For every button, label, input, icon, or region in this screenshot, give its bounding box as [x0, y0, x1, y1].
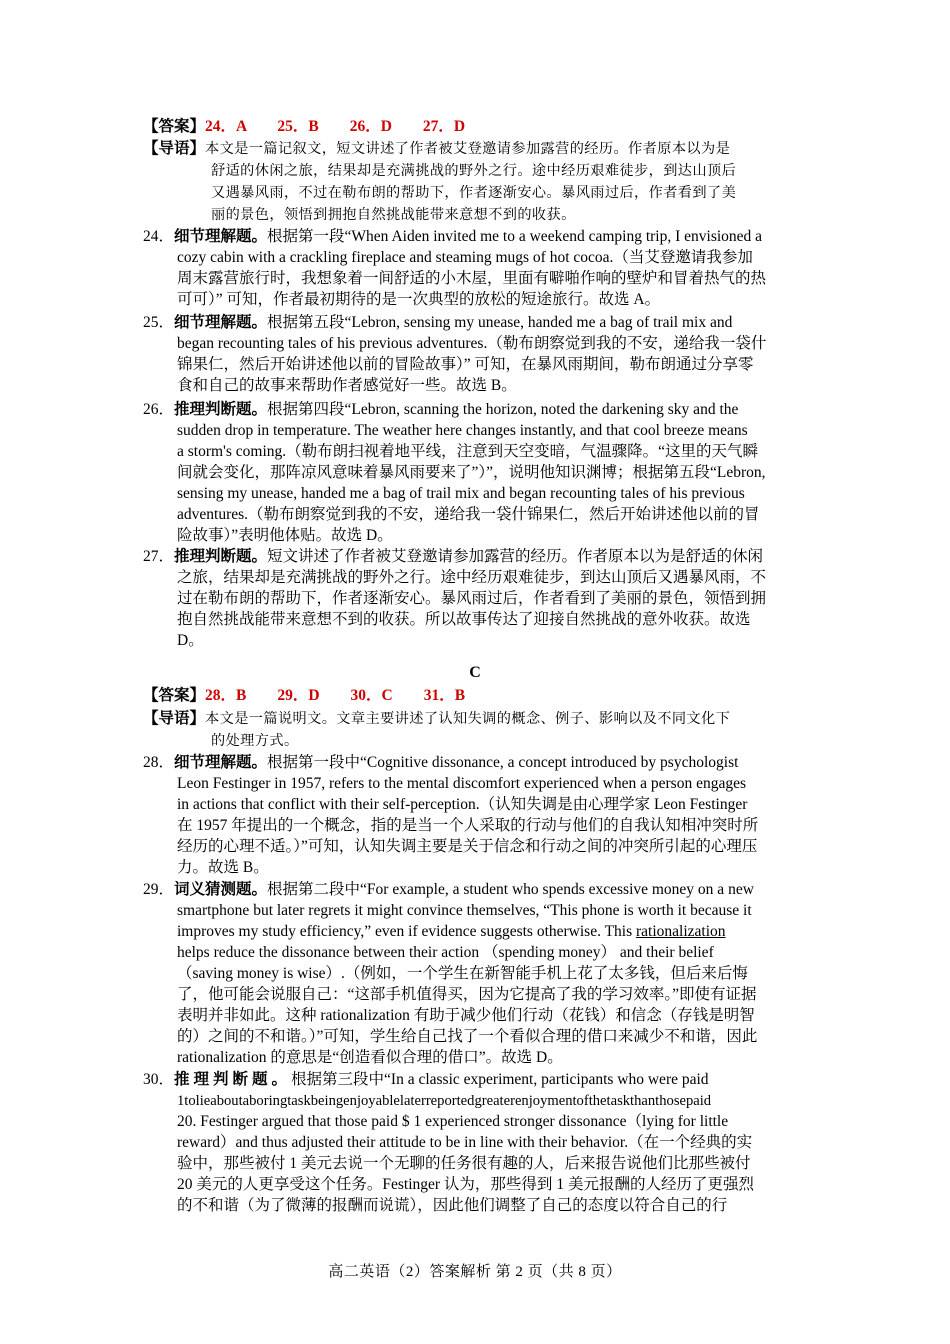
question-26 [143, 400, 738, 420]
explanation-line: D。 [177, 632, 204, 649]
explanation-line: cozy cabin with a crackling fireplace and steaming mugs of hot cocoa.（当艾登邀请我参加 [177, 249, 753, 266]
answer-label: 【答案】 [143, 687, 206, 704]
explanation-line: 可可）” 可知，作者最初期待的是一次典型的放松的短途旅行。故选 A。 [177, 291, 661, 308]
explanation-line: 根据第五段“Lebron, sensing my unease, handed me a bag of trail mix and [267, 314, 733, 331]
question-type: 细节理解题。 [174, 754, 268, 771]
intro-row-c [143, 709, 730, 729]
intro-line: 舒适的休闲之旅，结果却是充满挑战的野外之行。途中经历艰难徒步，到达山顶后 [211, 163, 737, 179]
question-type: 细节理解题。 [174, 314, 268, 331]
explanation-line: sudden drop in temperature. The weather here changes instantly, and that cool breeze means [177, 422, 748, 439]
explanation-line: 根据第二段中“For example, a student who spends excessive money on a new [267, 881, 754, 898]
intro-line: 丽的景色，领悟到拥抱自然挑战能带来意想不到的收获。 [211, 207, 576, 223]
question-number: 25． [143, 314, 175, 331]
question-24 [143, 227, 762, 247]
explanation-line: （saving money is wise）.（例如，一个学生在新智能手机上花了太多钱，但后来后悔 [177, 965, 748, 982]
explanation-line: 过在勒布朗的帮助下，作者逐渐安心。暴风雨过后，作者看到了美丽的景色，领悟到拥 [177, 590, 767, 607]
explanation-line: 锦果仁，然后开始讲述他以前的冒险故事）” 可知，在暴风雨期间，勒布朗通过分享零 [177, 356, 754, 373]
question-29 [143, 880, 754, 900]
explanation-line: Leon Festinger in 1957, refers to the mental discomfort experienced when a person engages [177, 775, 747, 792]
underlined-word: rationalization [636, 923, 726, 940]
explanation-line: 根据第三段中“In a classic experiment, participants who were paid [291, 1071, 709, 1088]
question-number: 26． [143, 401, 175, 418]
answer-row-b [143, 117, 465, 137]
question-type: 推理判断题。 [174, 401, 268, 418]
intro-line: 本文是一篇说明文。文章主要讲述了认知失调的概念、例子、影响以及不同文化下 [205, 711, 731, 727]
explanation-line: a storm's coming.（勒布朗扫视着地平线，注意到天空变暗，气温骤降。“这里的天气瞬 [177, 443, 759, 460]
explanation-line: 验中，那些被付 1 美元去说一个无聊的任务很有趣的人，后来报告说他们比那些被付 [177, 1155, 751, 1172]
question-type: 推理判断题。 [174, 1071, 292, 1088]
question-28 [143, 753, 738, 773]
explanation-line: began recounting tales of his previous adventures.（勒布朗察觉到我的不安，递给我一袋什 [177, 335, 767, 352]
explanation-line: 表明并非如此。这种 rationalization 有助于减少他们行动（花钱）和信念（存钱是明智 [177, 1007, 755, 1024]
explanation-line: adventures.（勒布朗察觉到我的不安，递给我一袋什锦果仁，然后开始讲述他以前的冒 [177, 506, 760, 523]
intro-label: 【导语】 [143, 710, 206, 727]
explanation-line: 短文讲述了作者被艾登邀请参加露营的经历。作者原本以为是舒适的休闲 [267, 548, 764, 565]
explanation-line: 的）之间的不和谐。）”可知，学生给自己找了一个看似合理的借口来减少不和谐，因此 [177, 1028, 758, 1045]
question-type: 词义猜测题。 [174, 881, 268, 898]
answer-values: 24．A 25．B 26．D 27．D [205, 118, 466, 135]
explanation-line: in actions that conflict with their self-perception.（认知失调是由心理学家 Leon Festinger [177, 796, 748, 813]
intro-row-b [143, 139, 730, 159]
question-number: 30． [143, 1071, 175, 1088]
explanation-line: 1tolieaboutaboringtaskbeingenjoyablelaterreportedgreaterenjoymentofthetaskthanthosepaid [177, 1093, 712, 1109]
explanation-line: 的不和谐（为了微薄的报酬而说谎），因此他们调整了自己的态度以符合自己的行 [177, 1197, 728, 1214]
intro-label: 【导语】 [143, 140, 206, 157]
question-25 [143, 313, 732, 333]
question-number: 27． [143, 548, 175, 565]
explanation-line: sensing my unease, handed me a bag of trail mix and began recounting tales of his previous [177, 485, 745, 502]
explanation-line: 力。故选 B。 [177, 859, 269, 876]
explanation-line: 之旅，结果却是充满挑战的野外之行。途中经历艰难徒步，到达山顶后又遇暴风雨，不 [177, 569, 767, 586]
explanation-line [177, 922, 726, 942]
explanation-line: 20. Festinger argued that those paid $ 1 experienced stronger dissonance（lying for little [177, 1113, 729, 1130]
explanation-line: 根据第一段中“Cognitive dissonance, a concept introduced by psychologist [267, 754, 739, 771]
answer-row-c [143, 686, 465, 706]
intro-line: 的处理方式。 [211, 733, 299, 749]
explanation-line: 根据第四段“Lebron, scanning the horizon, noted the darkening sky and the [267, 401, 739, 418]
explanation-text: improves my study efficiency,” even if evidence suggests otherwise. This [177, 923, 633, 940]
explanation-line: rationalization 的意思是“创造看似合理的借口”。故选 D。 [177, 1049, 563, 1066]
explanation-line: 食和自己的故事来帮助作者感觉好一些。故选 B。 [177, 377, 517, 394]
answer-label: 【答案】 [143, 118, 206, 135]
explanation-line: helps reduce the dissonance between their action （spending money） and their belief [177, 944, 714, 961]
question-30 [143, 1070, 709, 1090]
section-heading-c: C [469, 664, 481, 681]
page-footer: 高二英语（2）答案解析 第 2 页（共 8 页） [328, 1264, 622, 1280]
question-27 [143, 547, 763, 567]
explanation-line: reward）and thus adjusted their attitude to be in line with their behavior.（在一个经典的实 [177, 1134, 753, 1151]
explanation-line: 根据第一段“When Aiden invited me to a weekend camping trip, I envisioned a [267, 228, 763, 245]
explanation-line: 经历的心理不适。）”可知，认知失调主要是关于信念和行动之间的冲突所引起的心理压 [177, 838, 758, 855]
explanation-line: 在 1957 年提出的一个概念，指的是当一个人采取的行动与他们的自我认知相冲突时所 [177, 817, 759, 834]
question-number: 28． [143, 754, 175, 771]
question-type: 推理判断题。 [174, 548, 268, 565]
explanation-line: 抱自然挑战能带来意想不到的收获。所以故事传达了迎接自然挑战的意外收获。故选 [177, 611, 751, 628]
intro-line: 又遇暴风雨，不过在勒布朗的帮助下，作者逐渐安心。暴风雨过后，作者看到了美 [211, 185, 737, 201]
answer-values: 28．B 29．D 30．C 31．B [205, 687, 466, 704]
explanation-line: 20 美元的人更享受这个任务。Festinger 认为，那些得到 1 美元报酬的人经历了更强烈 [177, 1176, 754, 1193]
question-number: 29． [143, 881, 175, 898]
explanation-line: 间就会变化，那阵凉风意味着暴风雨要来了”）”，说明他知识渊博；根据第五段“Lebron, [177, 464, 766, 481]
intro-line: 本文是一篇记叙文，短文讲述了作者被艾登邀请参加露营的经历。作者原本以为是 [205, 141, 731, 157]
explanation-line: smartphone but later regrets it might convince themselves, “This phone is worth it because it [177, 902, 752, 919]
explanation-line: 周末露营旅行时，我想象着一间舒适的小木屋，里面有噼啪作响的壁炉和冒着热气的热 [177, 270, 767, 287]
question-number: 24． [143, 228, 175, 245]
question-type: 细节理解题。 [174, 228, 268, 245]
explanation-line: 险故事）”表明他体贴。故选 D。 [177, 527, 393, 544]
explanation-line: 了，他可能会说服自己：“这部手机值得买，因为它提高了我的学习效率。”即使有证据 [177, 986, 757, 1003]
